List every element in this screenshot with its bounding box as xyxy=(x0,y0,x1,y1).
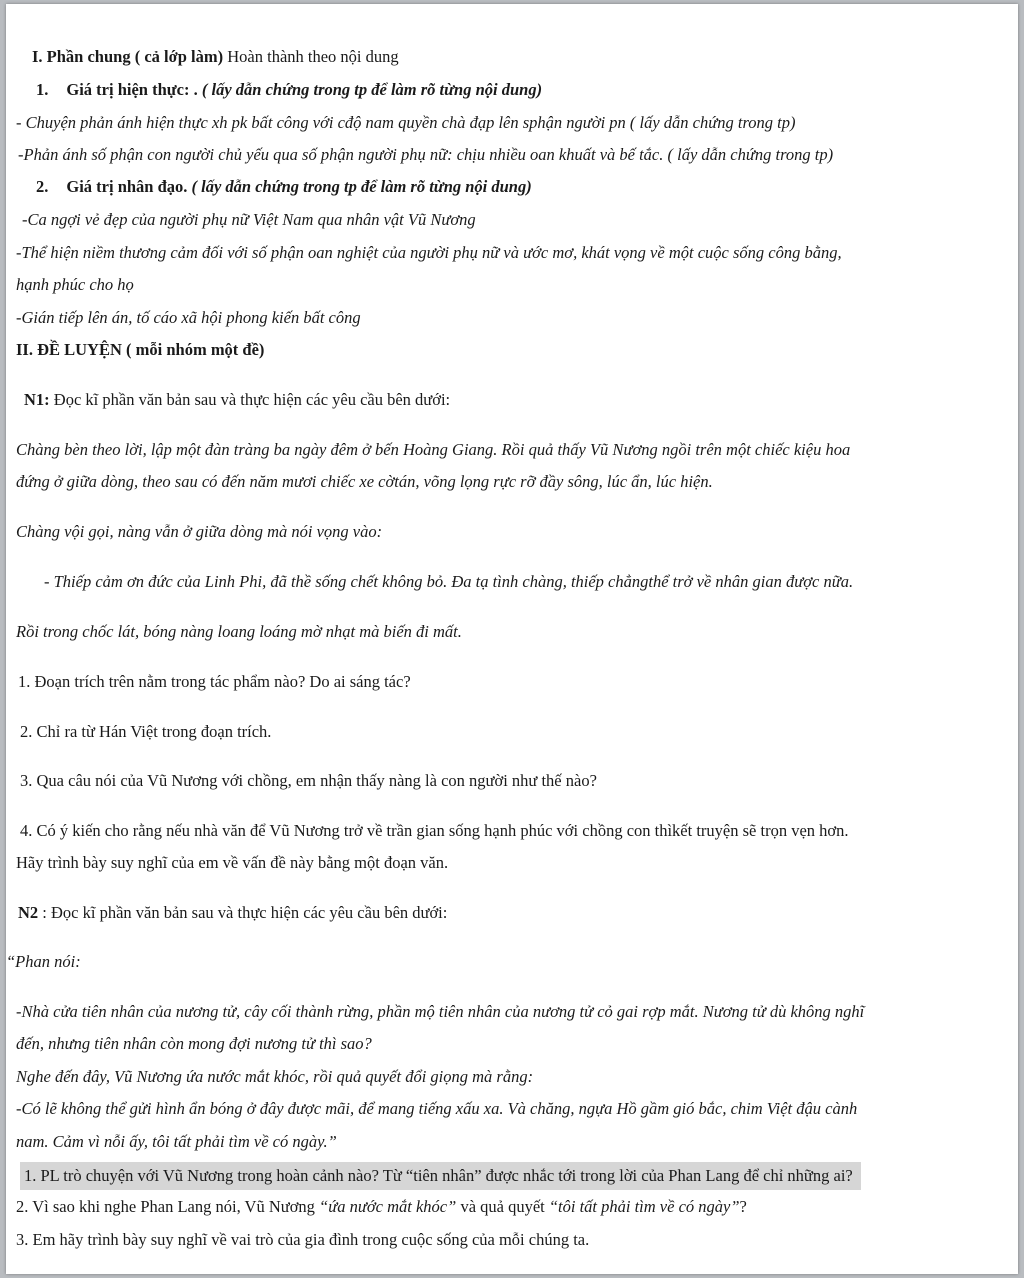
n1-question-2: 2. Chỉ ra từ Hán Việt trong đoạn trích. xyxy=(20,722,272,741)
n2-passage-line-4: Nghe đến đây, Vũ Nương ứa nước mắt khóc, rồi quả quyết đổi giọng mà rằng: xyxy=(16,1067,534,1086)
item2-bullet-2-cont: hạnh phúc cho họ xyxy=(16,275,134,294)
n2-question-2-quote-1: “ứa nước mắt khóc” xyxy=(319,1197,457,1216)
item1-title: Giá trị hiện thực: . xyxy=(66,80,198,99)
section1-heading xyxy=(32,47,399,67)
n1-label: N1: xyxy=(24,390,50,409)
n1-question-4-cont: Hãy trình bày suy nghĩ của em về vấn đề này bằng một đoạn văn. xyxy=(16,853,449,872)
item1-bullet-2: -Phản ánh số phận con người chủ yếu qua số phận người phụ nữ: chịu nhiều oan khuất và bế tắc. ( lấy dẫn chứng trong tp) xyxy=(18,145,834,164)
n2-question-2-start: 2. Vì sao khi nghe Phan Lang nói, Vũ Nương xyxy=(16,1197,320,1216)
n1-passage-line-2: đứng ở giữa dòng, theo sau có đến năm mươi chiếc xe cờtán, võng lọng rực rỡ đầy sông, lúc ẩn, lúc hiện. xyxy=(16,472,713,491)
n2-question-2-end: ? xyxy=(739,1197,747,1216)
n1-passage-line-1: Chàng bèn theo lời, lập một đàn tràng ba ngày đêm ở bến Hoàng Giang. Rồi quả thấy Vũ Nương ngồi trên một chiếc kiệu hoa xyxy=(16,440,851,459)
item1-note: ( lấy dẫn chứng trong tp để làm rõ từng nội dung) xyxy=(197,80,543,99)
item2-title: Giá trị nhân đạo. xyxy=(66,177,188,196)
n2-passage-line-5: -Có lẽ không thể gửi hình ẩn bóng ở đây được mãi, để mang tiếng xấu xa. Và chăng, ngựa Hồ gầm gió bắc, chim Việt đậu cành xyxy=(16,1099,858,1118)
n1-passage-line-4: - Thiếp cảm ơn đức của Linh Phi, đã thề sống chết không bỏ. Đa tạ tình chàng, thiếp chẳngthể trở về nhân gian được nữa. xyxy=(44,572,854,591)
n2-question-2-quote-2: “tôi tất phải tìm về có ngày” xyxy=(548,1197,740,1216)
n1-question-4: 4. Có ý kiến cho rằng nếu nhà văn để Vũ Nương trở về trần gian sống hạnh phúc với chồng con thìkết truyện sẽ trọn vẹn hơn. xyxy=(20,821,849,840)
n2-passage-line-6: nam. Cảm vì nỗi ấy, tôi tất phải tìm về có ngày.” xyxy=(16,1132,337,1151)
n2-question-3: 3. Em hãy trình bày suy nghĩ về vai trò của gia đình trong cuộc sống của mỗi chúng ta. xyxy=(16,1230,590,1249)
item2-bullet-3: -Gián tiếp lên án, tố cáo xã hội phong kiến bất công xyxy=(16,308,361,327)
n2-passage-line-3: đến, nhưng tiên nhân còn mong đợi nương tử thì sao? xyxy=(16,1034,372,1053)
n2-question-2 xyxy=(16,1197,747,1217)
item1-heading xyxy=(36,80,542,100)
n1-passage-line-3: Chàng vội gọi, nàng vẫn ở giữa dòng mà nói vọng vào: xyxy=(16,522,383,541)
item2-number: 2. xyxy=(36,177,49,196)
n1-question-1: 1. Đoạn trích trên nằm trong tác phẩm nào? Do ai sáng tác? xyxy=(18,672,411,691)
n1-question-3: 3. Qua câu nói của Vũ Nương với chồng, em nhận thấy nàng là con người như thế nào? xyxy=(20,771,597,790)
n2-question-1-highlighted: 1. PL trò chuyện với Vũ Nương trong hoàn cảnh nào? Từ “tiên nhân” được nhắc tới trong lời của Phan Lang để chỉ những ai? xyxy=(20,1162,861,1190)
n1-passage-line-5: Rồi trong chốc lát, bóng nàng loang loáng mờ nhạt mà biến đi mất. xyxy=(16,622,462,641)
n2-passage-line-2: -Nhà cửa tiên nhân của nương tử, cây cối thành rừng, phần mộ tiên nhân của nương tử cỏ gai rợp mắt. Nương tử dù không nghĩ xyxy=(16,1002,865,1021)
item1-bullet-1: - Chuyện phản ánh hiện thực xh pk bất công với cđộ nam quyền chà đạp lên sphận người pn ( lấy dẫn chứng trong tp) xyxy=(16,113,796,132)
item1-number: 1. xyxy=(36,80,49,99)
item2-bullet-2: -Thể hiện niềm thương cảm đối với số phận oan nghiệt của người phụ nữ và ước mơ, khát vọng về một cuộc sống công bằng, xyxy=(16,243,842,262)
n2-question-2-mid: và quả quyết xyxy=(456,1197,549,1216)
n2-instruction xyxy=(18,903,447,923)
item2-bullet-1: -Ca ngợi vẻ đẹp của người phụ nữ Việt Nam qua nhân vật Vũ Nương xyxy=(22,210,476,229)
section1-heading-bold: I. Phần chung ( cả lớp làm) xyxy=(32,47,224,66)
n2-label: N2 xyxy=(18,903,39,922)
item2-heading xyxy=(36,177,532,197)
n2-instruction-text: : Đọc kĩ phần văn bản sau và thực hiện các yêu cầu bên dưới: xyxy=(38,903,448,922)
n1-instruction xyxy=(24,390,450,410)
document-page xyxy=(6,4,1018,1274)
section2-heading: II. ĐỀ LUYỆN ( mỗi nhóm một đề) xyxy=(16,340,265,359)
n2-passage-line-1: “Phan nói: xyxy=(6,952,81,971)
item2-note: ( lấy dẫn chứng trong tp để làm rõ từng nội dung) xyxy=(187,177,532,196)
section1-heading-rest: Hoàn thành theo nội dung xyxy=(223,47,399,66)
n1-instruction-text: Đọc kĩ phần văn bản sau và thực hiện các yêu cầu bên dưới: xyxy=(49,390,451,409)
